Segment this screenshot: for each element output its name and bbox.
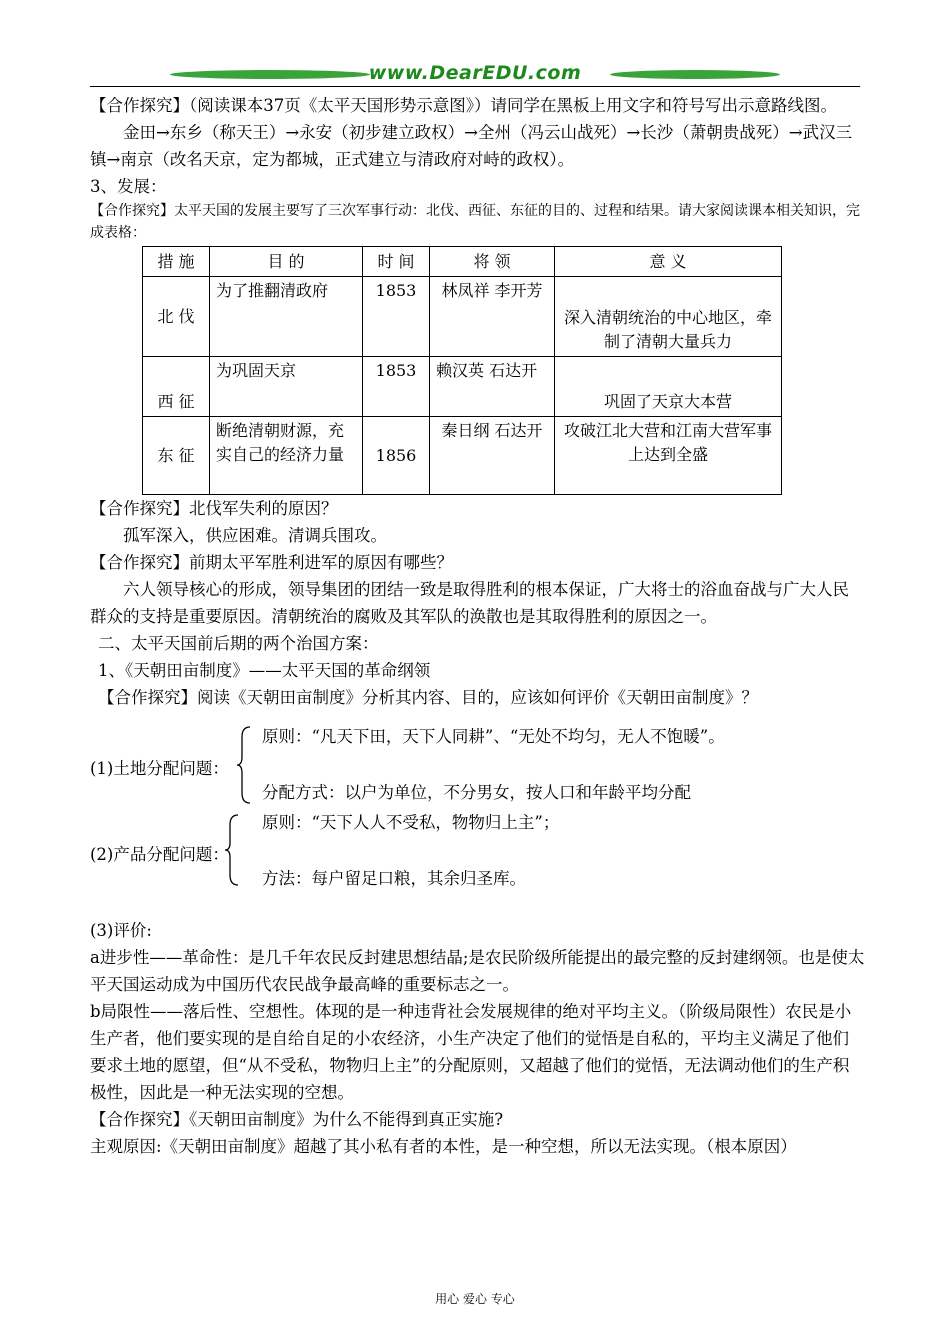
header-logo — [170, 62, 780, 84]
question-land-system: 【合作探究】阅读《天朝田亩制度》分析其内容、目的，应该如何评价《天朝田亩制度》？ — [98, 688, 758, 707]
question-implementation: 【合作探究】《天朝田亩制度》为什么不能得到真正实施? — [90, 1110, 504, 1129]
land-distribution-label: (1)土地分配问题： — [90, 759, 229, 778]
military-campaign-table — [142, 246, 782, 495]
left-brace-graphic — [236, 725, 252, 805]
table-cell: 攻破江北大营和江南大营军事上达到全盛 — [555, 417, 782, 495]
evaluation-title: (3)评价: — [90, 921, 152, 940]
table-cell: 秦日纲 石达开 — [430, 417, 555, 495]
table-cell: 西 征 — [143, 357, 210, 417]
answer-early-victory: 六人领导核心的形成，领导集团的团结一致是取得胜利的根本保证，广大将士的浴血奋战与广大人民群众的支持是重要原因。清朝统治的腐败及其军队的涣散也是其取得胜利的原因之一。 — [90, 580, 849, 626]
table-cell: 东 征 — [143, 417, 210, 495]
table-cell: 赖汉英 石达开 — [430, 357, 555, 417]
table-row — [143, 357, 782, 417]
question-northern-expedition: 【合作探究】北伐军失利的原因？ — [90, 499, 338, 518]
page-footer: 用心 爱心 专心 — [435, 1292, 515, 1306]
paragraph-route-task: 【合作探究】（阅读课本37页《太平天国形势示意图》）请同学在黑板上用文字和符号写出示意路线图。 — [90, 96, 837, 115]
table-cell: 断绝清朝财源，充实自己的经济力量 — [210, 417, 363, 495]
paragraph-military-task: 【合作探究】太平天国的发展主要写了三次军事行动：北伐、西征、东征的目的、过程和结果。请大家阅读课本相关知识，完成表格： — [90, 203, 860, 241]
answer-implementation: 主观原因:《天朝田亩制度》超越了其小私有者的本性，是一种空想，所以无法实现。（根本原因） — [90, 1137, 797, 1156]
header-rule — [90, 86, 860, 87]
question-early-victory: 【合作探究】前期太平军胜利进军的原因有哪些？ — [90, 553, 453, 572]
table-cell: 1853 — [363, 357, 430, 417]
table-cell: 林凤祥 李开芳 — [430, 277, 555, 357]
subsection-land-system: 1、《天朝田亩制度》——太平天国的革命纲领 — [98, 661, 431, 680]
table-row — [143, 277, 782, 357]
table-header-cell: 将 领 — [430, 247, 555, 277]
distribution-scheme-diagram — [90, 721, 865, 813]
table-header-cell: 目 的 — [210, 247, 363, 277]
product-distribution-label: (2)产品分配问题： — [90, 845, 229, 864]
product-scheme-diagram — [90, 813, 865, 897]
table-header-cell: 措 施 — [143, 247, 210, 277]
section-two-plans: 二、太平天国前后期的两个治国方案： — [98, 634, 379, 653]
table-cell: 为了推翻清政府 — [210, 277, 363, 357]
paragraph-route: 金田→东乡（称天王）→永安（初步建立政权）→全州（冯云山战死）→长沙（萧朝贵战死）→武汉三镇→南京（改名天京，定为都城，正式建立与清政府对峙的政权）。 — [90, 123, 853, 169]
answer-northern-expedition: 孤军深入，供应困难。清调兵围攻。 — [123, 526, 387, 545]
table-header-cell: 意 义 — [555, 247, 782, 277]
section-development: 3、发展： — [90, 177, 167, 196]
evaluation-limitations: b局限性——落后性、空想性。体现的是一种违背社会发展规律的绝对平均主义。（阶级局限性）农民是小生产者，他们要实现的是自给自足的小农经济，小生产决定了他们的觉悟是自私的，平均主义满足了他们要求土地的愿望，但“从不受私，物物归上主”的分配原则，又超越了他们的觉悟，无法调动他们的生产积极性，因此是一种无法实现的空想。 — [90, 1002, 852, 1102]
left-brace-graphic — [224, 813, 240, 887]
evaluation-progressive: a进步性——革命性：是几千年农民反封建思想结晶;是农民阶级所能提出的最完整的反封建纲领。也是使太平天国运动成为中国历代农民战争最高峰的重要标志之一。 — [90, 948, 865, 994]
site-logo-text: www.DearEDU.com — [368, 62, 582, 84]
product-method: 方法：每户留足口粮，其余归圣库。 — [262, 869, 526, 888]
table-cell: 巩固了天京大本营 — [555, 357, 782, 417]
table-cell: 深入清朝统治的中心地区，牵制了清朝大量兵力 — [555, 277, 782, 357]
table-cell: 1853 — [363, 277, 430, 357]
table-header-row — [143, 247, 782, 277]
document-body — [90, 92, 865, 1160]
table-row — [143, 417, 782, 495]
table-cell: 为巩固天京 — [210, 357, 363, 417]
table-header-cell: 时 间 — [363, 247, 430, 277]
table-cell: 1856 — [363, 417, 430, 495]
land-principle: 原则：“凡天下田，天下人同耕”、“无处不均匀，无人不饱暖”。 — [262, 727, 725, 746]
land-method: 分配方式：以户为单位，不分男女，按人口和年龄平均分配 — [262, 783, 691, 802]
product-principle: 原则：“天下人人不受私，物物归上主”； — [262, 813, 560, 832]
table-cell: 北 伐 — [143, 277, 210, 357]
